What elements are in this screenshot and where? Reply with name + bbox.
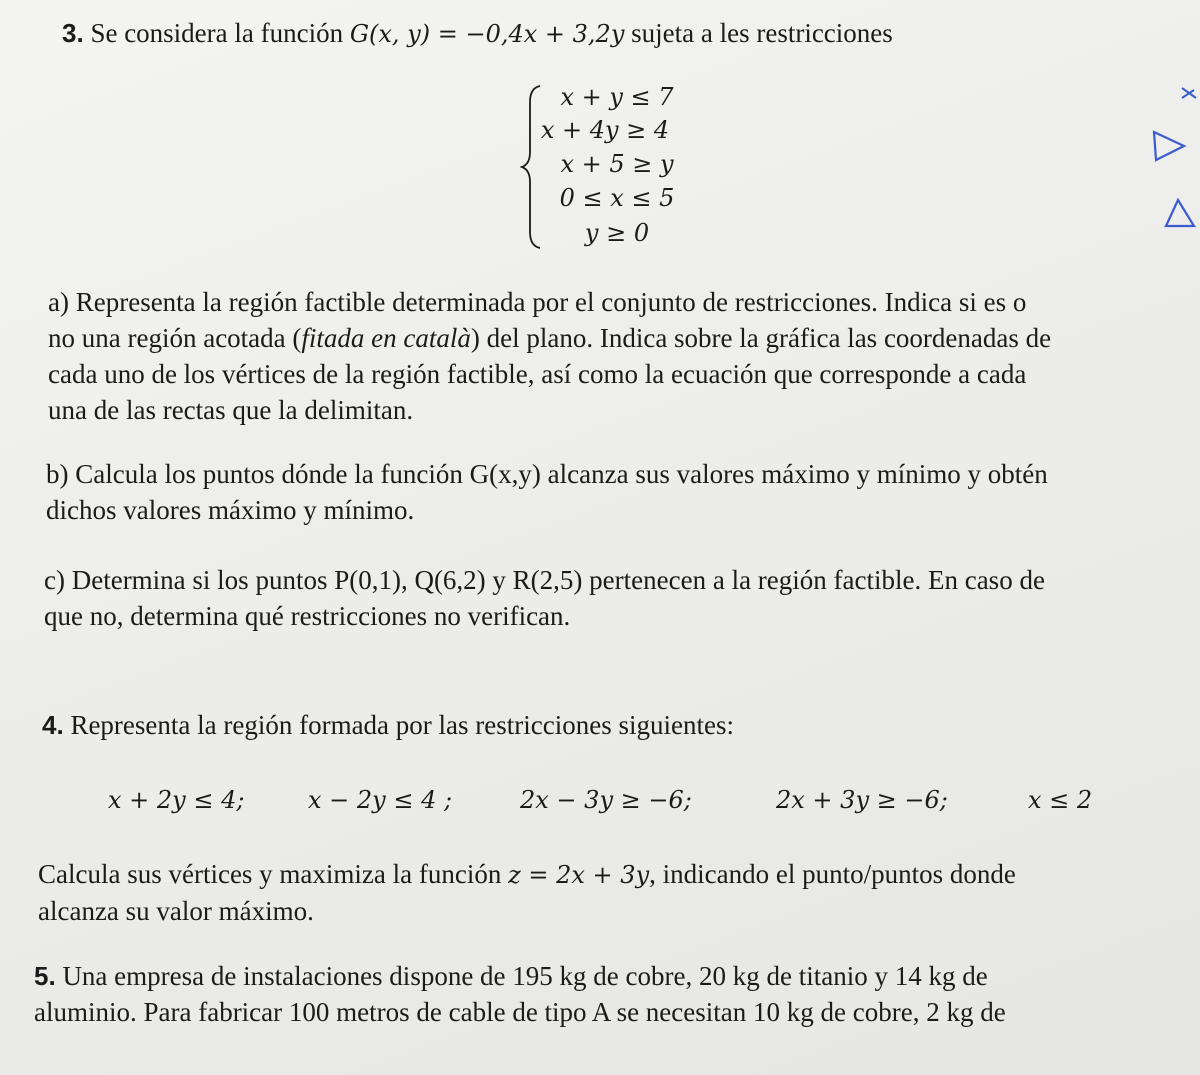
problem4-constraint-1: x + 2y ≤ 4; [108, 786, 245, 814]
part-c-line-1: c) Determina si los puntos P(0,1), Q(6,2) y R(2,5) pertenecen a la región factible. En caso de [44, 565, 1045, 595]
constraint-5: y ≥ 0 [584, 219, 650, 247]
constraint-4: 0 ≤ x ≤ 5 [559, 184, 675, 212]
problem4-number: 4. [42, 710, 64, 740]
part-a-line-3: cada uno de los vértices de la región factible, así como la ecuación que corresponde a cada [48, 359, 1027, 389]
problem4-text [38, 856, 1158, 929]
part-a-line-4: una de las rectas que la delimitan. [48, 395, 414, 425]
problem4-constraint-5: x ≤ 2 [1028, 786, 1093, 814]
problem5-line-1-text: Una empresa de instalaciones dispone de 195 kg de cobre, 20 kg de titanio y 14 kg de [62, 961, 988, 991]
constraint-1: x + y ≤ 7 [560, 83, 674, 111]
problem3-header [62, 16, 893, 51]
problem3-intro: Se considera la función [90, 18, 344, 48]
part-c-line-2: que no, determina qué restricciones no verifican. [44, 601, 571, 631]
problem5-text [34, 958, 1174, 1030]
problem4-text-pre: Calcula sus vértices y maximiza la función [38, 859, 502, 889]
problem4-intro: Representa la región formada por las restricciones siguientes: [70, 710, 734, 740]
problem4-text-line-1 [38, 856, 1158, 893]
pen-mark-triangle-up-icon [1160, 196, 1198, 232]
problem5-number: 5. [34, 961, 56, 991]
problem5-line-2: aluminio. Para fabricar 100 metros de cable de tipo A se necesitan 10 kg de cobre, 2 kg de [34, 997, 1006, 1027]
problem4-constraint-2: x − 2y ≤ 4 ; [308, 786, 453, 814]
problem4-objective: z = 2x + 3y [508, 861, 650, 889]
part-a-line-1: a) Representa la región factible determinada por el conjunto de restricciones. Indica si es o [48, 287, 1027, 317]
constraint-2: x + 4y ≥ 4 [540, 116, 670, 144]
left-brace [520, 82, 542, 252]
constraint-system [520, 82, 720, 252]
part-a-line-2 [48, 320, 1168, 356]
part-a-line-2-post: ) del plano. Indica sobre la gráfica las coordenadas de [470, 323, 1052, 353]
problem3-part-b [46, 456, 1166, 528]
problem3-intro-end: sujeta a les restricciones [631, 18, 893, 48]
problem4-text-post: , indicando el punto/puntos donde [649, 859, 1016, 889]
part-a-catalan-term: fitada en català [301, 323, 471, 353]
constraint-3: x + 5 ≥ y [560, 150, 674, 178]
problem3-part-c [44, 562, 1164, 634]
part-a-line-2-pre: no una región acotada ( [48, 323, 302, 353]
problem4-constraint-3: 2x − 3y ≥ −6; [520, 786, 692, 814]
problem3-part-a [48, 284, 1168, 428]
problem4-text-line-2: alcanza su valor máximo. [38, 896, 314, 926]
problem4-constraint-4: 2x + 3y ≥ −6; [776, 786, 948, 814]
problem3-function: G(x, y) = −0,4x + 3,2y [349, 20, 625, 48]
pen-mark-x-icon [1178, 84, 1200, 104]
problem4-header [42, 708, 734, 742]
pen-mark-triangle-right-icon [1150, 128, 1190, 164]
problem5-line-1 [34, 958, 1174, 994]
part-b-line-2: dichos valores máximo y mínimo. [46, 495, 415, 525]
problem3-number: 3. [62, 18, 84, 48]
part-b-line-1: b) Calcula los puntos dónde la función G(x,y) alcanza sus valores máximo y mínimo y obtén [46, 459, 1048, 489]
